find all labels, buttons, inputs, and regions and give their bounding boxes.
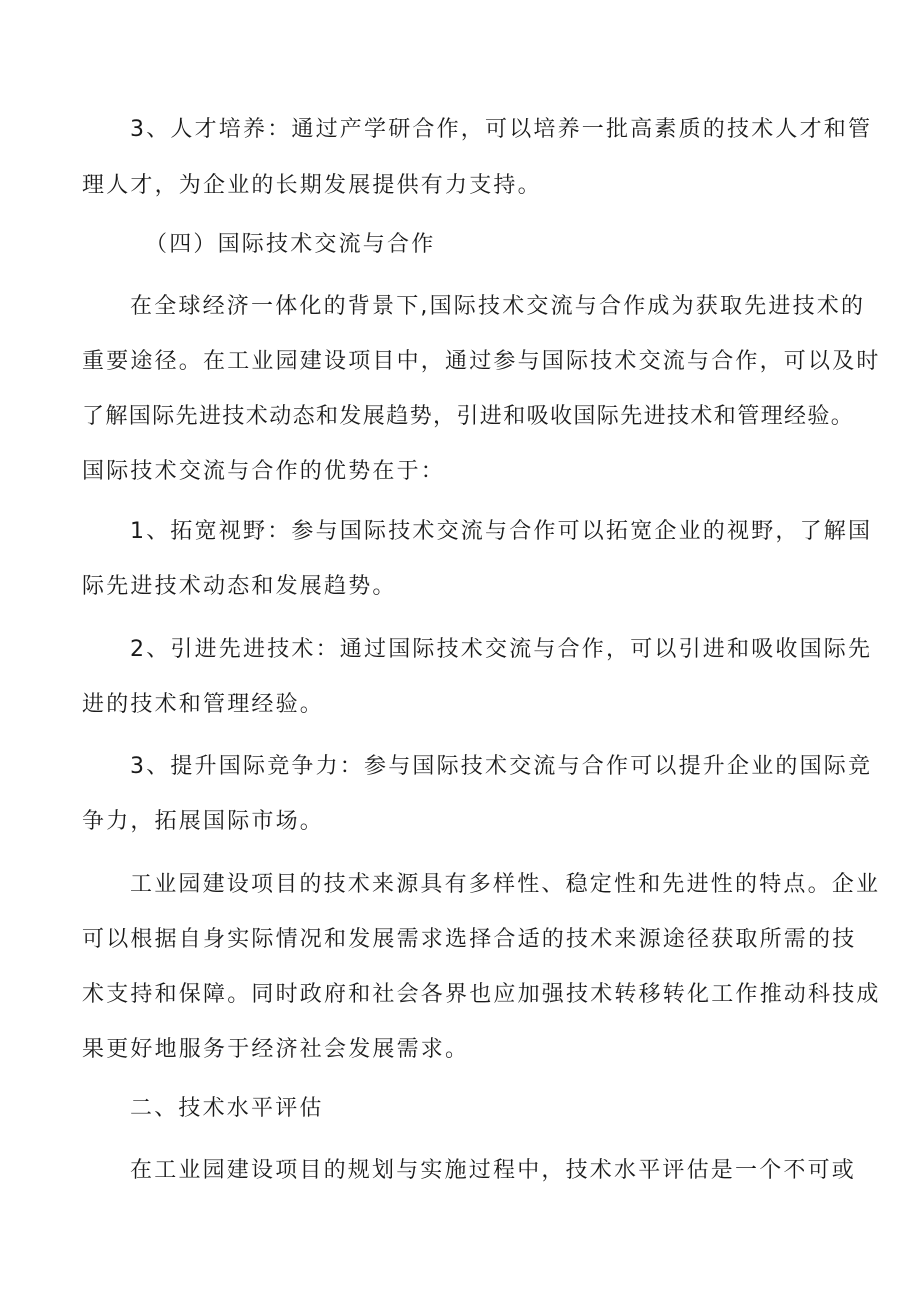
list-item-1-line-1: 1、拓宽视野：参与国际技术交流与合作可以拓宽企业的视野，了解国	[130, 519, 873, 544]
list-item-3-line-2: 争力，拓展国际市场。	[82, 809, 325, 834]
list-item-2-line-2: 进的技术和管理经验。	[82, 692, 325, 717]
paragraph-intl-line-2: 重要途径。在工业园建设项目中，通过参与国际技术交流与合作，可以及时	[82, 349, 881, 374]
list-item-1-line-2: 际先进技术动态和发展趋势。	[82, 574, 397, 599]
list-item-2-line-1: 2、引进先进技术：通过国际技术交流与合作，可以引进和吸收国际先	[130, 637, 873, 662]
paragraph-intl-line-3: 了解国际先进技术动态和发展趋势，引进和吸收国际先进技术和管理经验。	[82, 404, 855, 429]
section-heading-international: （四）国际技术交流与合作	[145, 232, 436, 257]
paragraph-evaluation-line-1: 在工业园建设项目的规划与实施过程中，技术水平评估是一个不可或	[130, 1158, 857, 1183]
paragraph-talent-line-2: 理人才，为企业的长期发展提供有力支持。	[82, 173, 542, 198]
paragraph-talent-line-1: 3、人才培养：通过产学研合作，可以培养一批高素质的技术人才和管	[130, 117, 873, 142]
paragraph-summary-line-2: 可以根据自身实际情况和发展需求选择合适的技术来源途径获取所需的技	[82, 927, 857, 952]
paragraph-intl-line-4: 国际技术交流与合作的优势在于：	[82, 459, 446, 484]
paragraph-summary-line-3: 术支持和保障。同时政府和社会各界也应加强技术转移转化工作推动科技成	[82, 982, 881, 1007]
section-heading-tech-evaluation: 二、技术水平评估	[130, 1096, 324, 1121]
list-item-3-line-1: 3、提升国际竞争力：参与国际技术交流与合作可以提升企业的国际竞	[130, 754, 873, 779]
paragraph-summary-line-4: 果更好地服务于经济社会发展需求。	[82, 1037, 470, 1062]
paragraph-summary-line-1: 工业园建设项目的技术来源具有多样性、稳定性和先进性的特点。企业	[130, 872, 881, 897]
paragraph-intl-line-1: 在全球经济一体化的背景下,国际技术交流与合作成为获取先进技术的	[130, 294, 866, 319]
